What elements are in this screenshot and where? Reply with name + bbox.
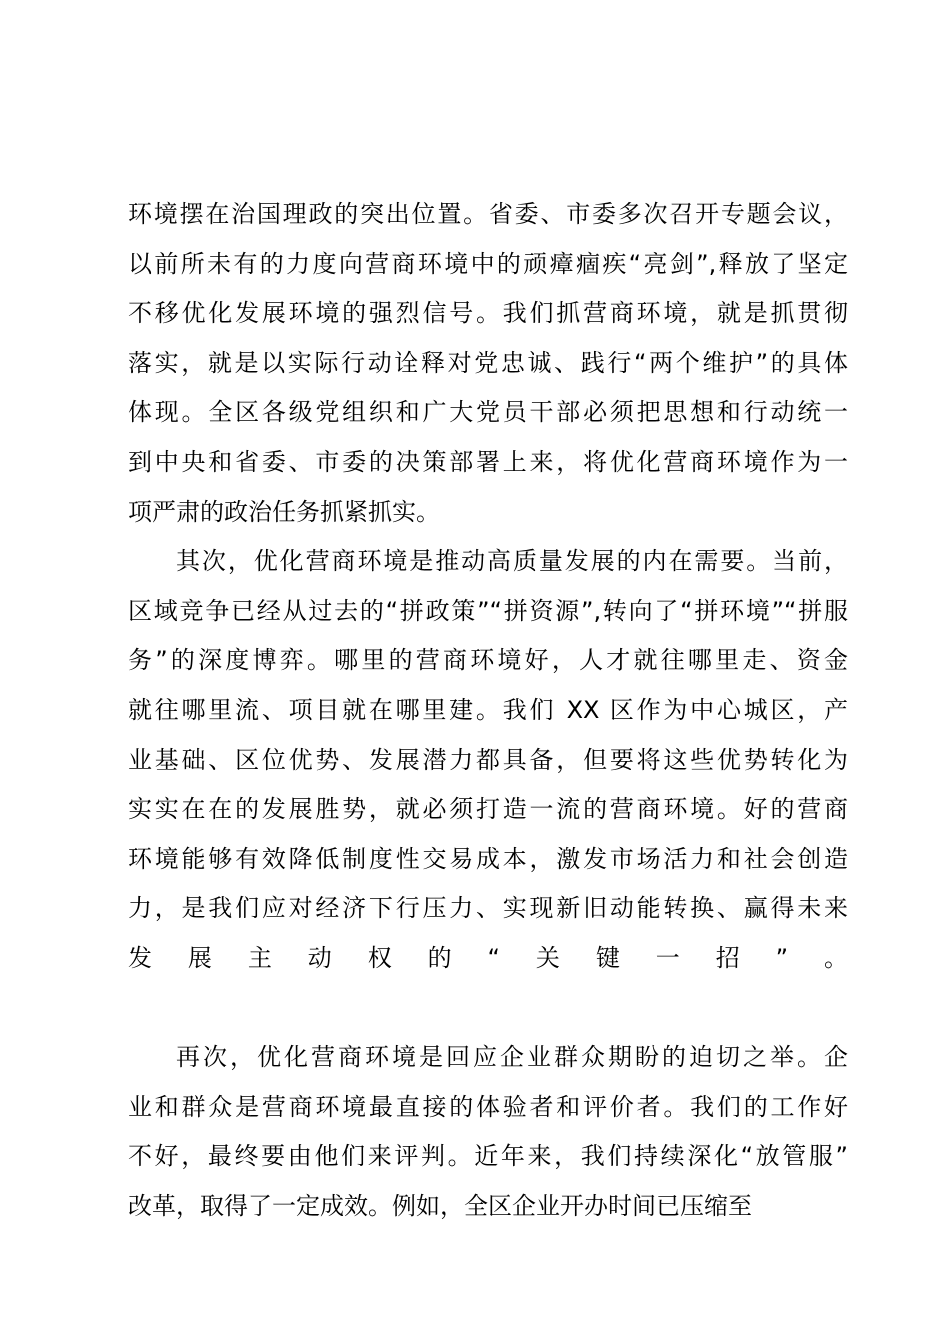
text-line: 区域竞争已经从过去的“拼政策”“拼资源”,转向了“拼环境”“拼服 xyxy=(128,596,848,625)
text-line xyxy=(128,984,848,1034)
text-line: 实实在在的发展胜势，就必须打造一流的营商环境。好的营商 xyxy=(128,795,848,824)
text-line: 到中央和省委、市委的决策部署上来，将优化营商环境作为一 xyxy=(128,447,848,476)
text-line: 改革，取得了一定成效。例如，全区企业开办时间已压缩至 xyxy=(128,1191,752,1220)
text-line: 再次，优化营商环境是回应企业群众期盼的迫切之举。企 xyxy=(176,1043,848,1072)
text-line: 环境能够有效降低制度性交易成本，激发市场活力和社会创造 xyxy=(128,844,848,873)
document-body xyxy=(128,190,848,1231)
paragraph-2 xyxy=(128,537,848,1033)
text-line: 力，是我们应对经济下行压力、实现新旧动能转换、赢得未来 xyxy=(128,894,848,923)
text-line: 业基础、区位优势、发展潜力都具备，但要将这些优势转化为 xyxy=(128,745,848,774)
text-line: 发展主动权的“关键一招”。 xyxy=(128,943,848,972)
text-line: 就往哪里流、项目就在哪里建。我们 XX 区作为中心城区，产 xyxy=(128,695,848,724)
text-line: 其次，优化营商环境是推动高质量发展的内在需要。当前， xyxy=(176,547,848,576)
paragraph-3 xyxy=(128,1033,848,1231)
text-line: 环境摆在治国理政的突出位置。省委、市委多次召开专题会议， xyxy=(128,200,848,228)
text-line: 不好，最终要由他们来评判。近年来，我们持续深化“放管服” xyxy=(128,1142,848,1171)
text-line: 务”的深度博弈。哪里的营商环境好，人才就往哪里走、资金 xyxy=(128,646,848,675)
text-line: 项严肃的政治任务抓紧抓实。 xyxy=(128,497,440,526)
text-line: 体现。全区各级党组织和广大党员干部必须把思想和行动统一 xyxy=(128,398,848,427)
text-line: 不移优化发展环境的强烈信号。我们抓营商环境，就是抓贯彻 xyxy=(128,299,848,328)
text-line: 落实，就是以实际行动诠释对党忠诚、践行“两个维护”的具体 xyxy=(128,348,848,377)
text-line: 以前所未有的力度向营商环境中的顽瘴痼疾“亮剑”,释放了坚定 xyxy=(128,249,848,278)
paragraph-1 xyxy=(128,190,848,537)
text-line: 业和群众是营商环境最直接的体验者和评价者。我们的工作好 xyxy=(128,1092,848,1121)
